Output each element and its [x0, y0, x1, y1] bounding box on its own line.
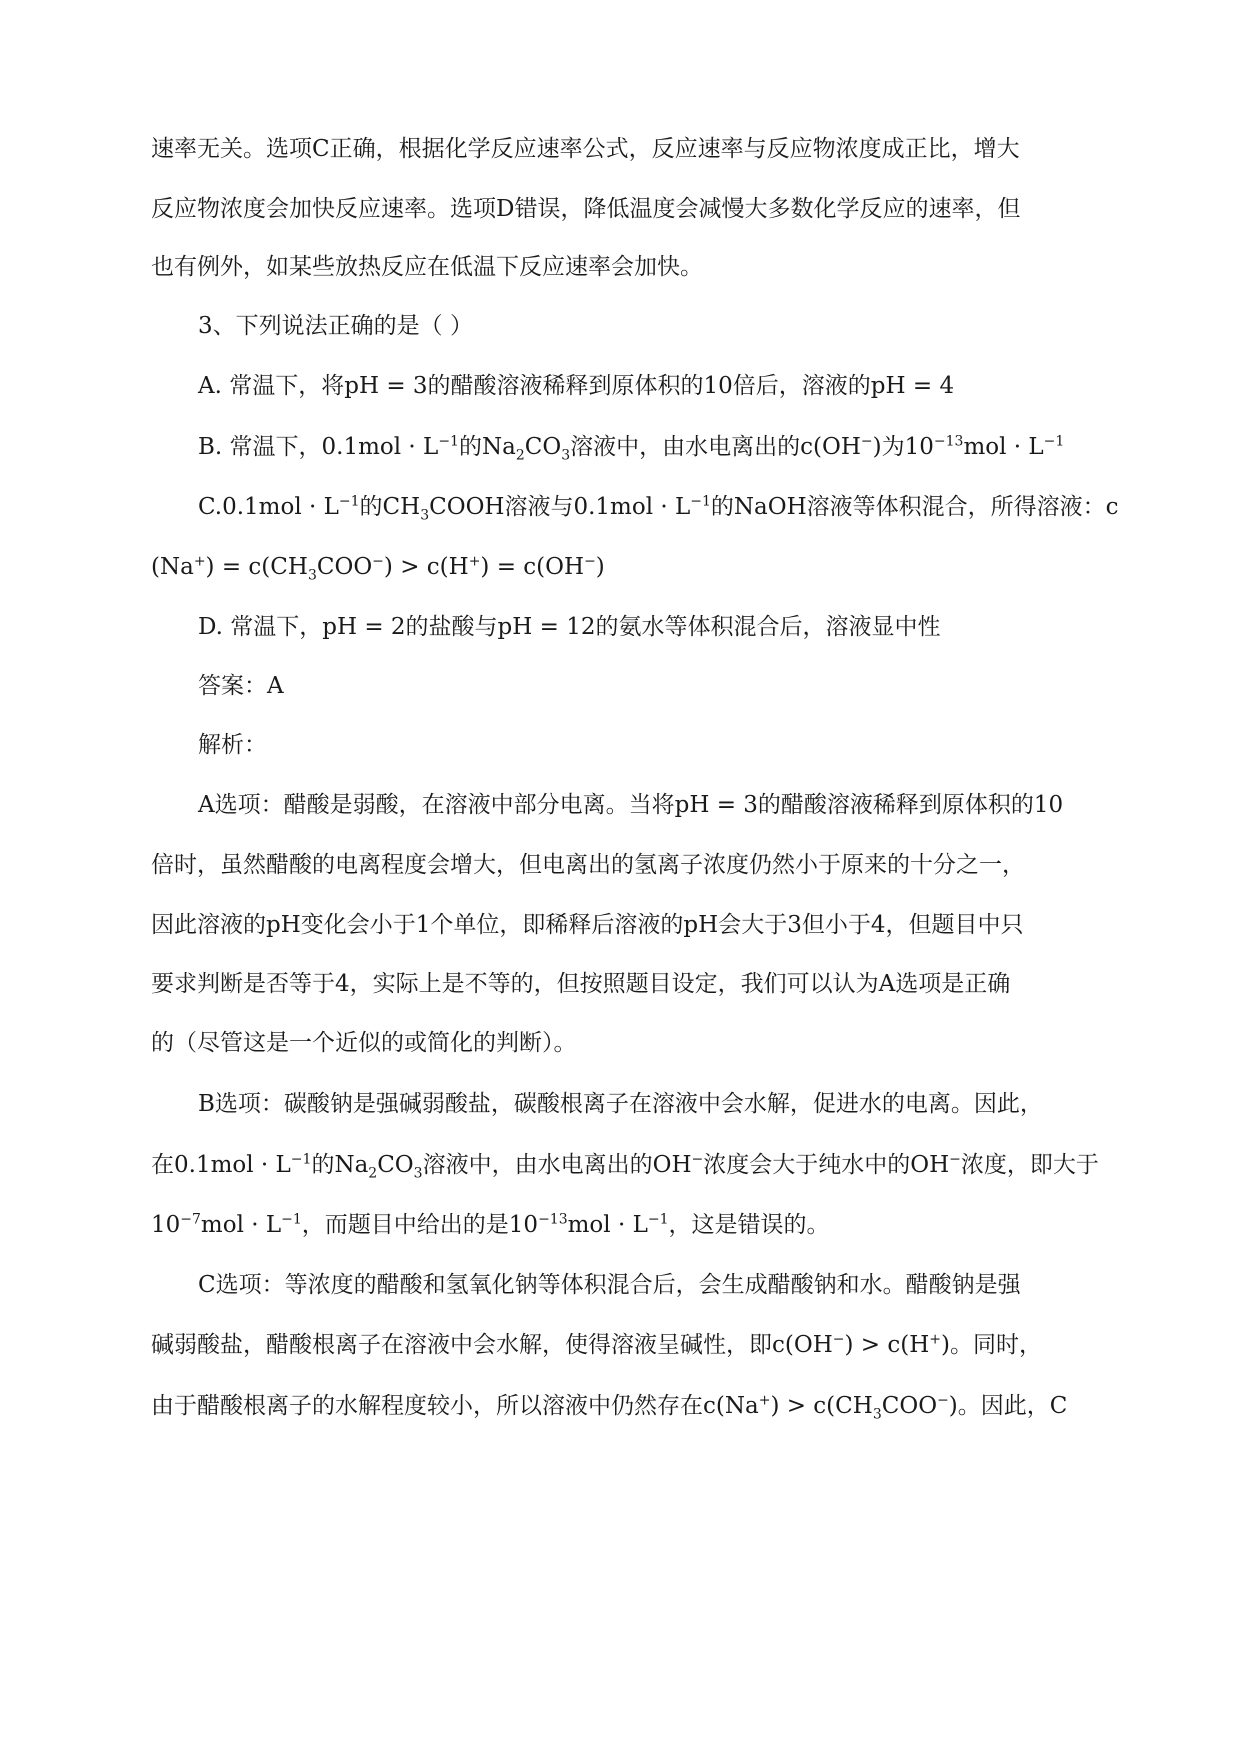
answer-label: 答案：A: [198, 673, 284, 699]
option-b: B. 常温下，$0.1mol \cdot L^{-1}$的$Na_2CO_3$溶液中，由水电离出的c(OH−)为$10^{-13}mol \cdot L^{-1}$: [198, 433, 1065, 464]
analysis-b-line: 在$0.1mol \cdot L^{-1}$的$Na_2CO_3$溶液中，由水电离出的OH−浓度会大于纯水中的OH−浓度，即大于: [151, 1151, 1099, 1182]
superscript: −: [949, 1151, 961, 1168]
option-c: $C.0.1mol \cdot L^{-1}$的$CH_3COOH$溶液与$0.1mol \cdot L^{-1}$的NaOH溶液等体积混合，所得溶液：c: [198, 493, 1119, 524]
text-line: 速率无关。选项C正确，根据化学反应速率公式，反应速率与反应物浓度成正比，增大: [151, 136, 1020, 162]
question-title: 3、下列说法正确的是（ ）: [198, 313, 473, 339]
analysis-c-line: 碱弱酸盐，醋酸根离子在溶液中会水解，使得溶液呈碱性，即c(OH−) > c(H+)。同时，: [151, 1331, 1043, 1358]
superscript: −1: [647, 1211, 669, 1228]
superscript: −: [584, 553, 596, 570]
analysis-a-line: 因此溶液的pH变化会小于1个单位，即稀释后溶液的pH会大于3但小于4，但题目中只: [151, 912, 1024, 938]
subscript: 3: [307, 567, 317, 584]
superscript: +: [193, 553, 206, 570]
superscript: −: [860, 433, 873, 450]
superscript: +: [468, 553, 481, 570]
subscript: 3: [561, 447, 571, 464]
subscript: 2: [515, 447, 525, 464]
option-d: D. 常温下，pH = 2的盐酸与pH = 12的氨水等体积混合后，溶液显中性: [198, 614, 941, 640]
option-a: A. 常温下，将pH = 3的醋酸溶液稀释到原体积的10倍后，溶液的pH = 4: [198, 373, 955, 399]
analysis-c-line: 由于醋酸根离子的水解程度较小，所以溶液中仍然存在$c(Na^+) > c(CH_3COO^-)$。因此，C: [151, 1392, 1068, 1423]
text-line: 反应物浓度会加快反应速率。选项D错误，降低温度会减慢大多数化学反应的速率，但: [151, 196, 1021, 222]
analysis-a-line: A选项：醋酸是弱酸，在溶液中部分电离。当将pH = 3的醋酸溶液稀释到原体积的10: [198, 792, 1064, 818]
subscript: 3: [420, 507, 430, 524]
superscript: −: [691, 1151, 704, 1168]
superscript: +: [929, 1331, 942, 1348]
superscript: −1: [690, 493, 711, 510]
superscript: −1: [1043, 433, 1065, 450]
subscript: 3: [872, 1406, 882, 1423]
superscript: −7: [180, 1211, 201, 1228]
analysis-a-line: 的（尽管这是一个近似的或简化的判断）。: [151, 1030, 577, 1056]
analysis-label: 解析：: [198, 732, 267, 758]
subscript: 3: [413, 1165, 423, 1182]
option-c-continuation: $(Na^+) = c(CH_3COO^-) > c(H^+) = c(OH^-)$: [151, 553, 605, 584]
superscript: −13: [933, 433, 964, 450]
superscript: −1: [338, 493, 360, 510]
superscript: −: [937, 1392, 949, 1409]
analysis-a-line: 要求判断是否等于4，实际上是不等的，但按照题目设定，我们可以认为A选项是正确: [151, 971, 1011, 997]
superscript: −13: [538, 1211, 568, 1228]
superscript: −1: [281, 1211, 302, 1228]
analysis-a-line: 倍时，虽然醋酸的电离程度会增大，但电离出的氢离子浓度仍然小于原来的十分之一，: [151, 852, 1025, 878]
superscript: −1: [290, 1151, 312, 1168]
superscript: −: [832, 1331, 845, 1348]
analysis-b-line: $10^{-7}mol \cdot L^{-1}$，而题目中给出的是$10^{-13}mol \cdot L^{-1}$，这是错误的。: [151, 1211, 830, 1238]
subscript: 2: [368, 1165, 378, 1182]
superscript: −: [372, 553, 384, 570]
analysis-c-line: C选项：等浓度的醋酸和氢氧化钠等体积混合后，会生成醋酸钠和水。醋酸钠是强: [198, 1272, 1021, 1298]
superscript: −1: [438, 433, 459, 450]
analysis-b-line: B选项：碳酸钠是强碱弱酸盐，碳酸根离子在溶液中会水解，促进水的电离。因此，: [198, 1091, 1043, 1117]
text-line: 也有例外，如某些放热反应在低温下反应速率会加快。: [151, 254, 703, 280]
superscript: +: [758, 1392, 771, 1409]
